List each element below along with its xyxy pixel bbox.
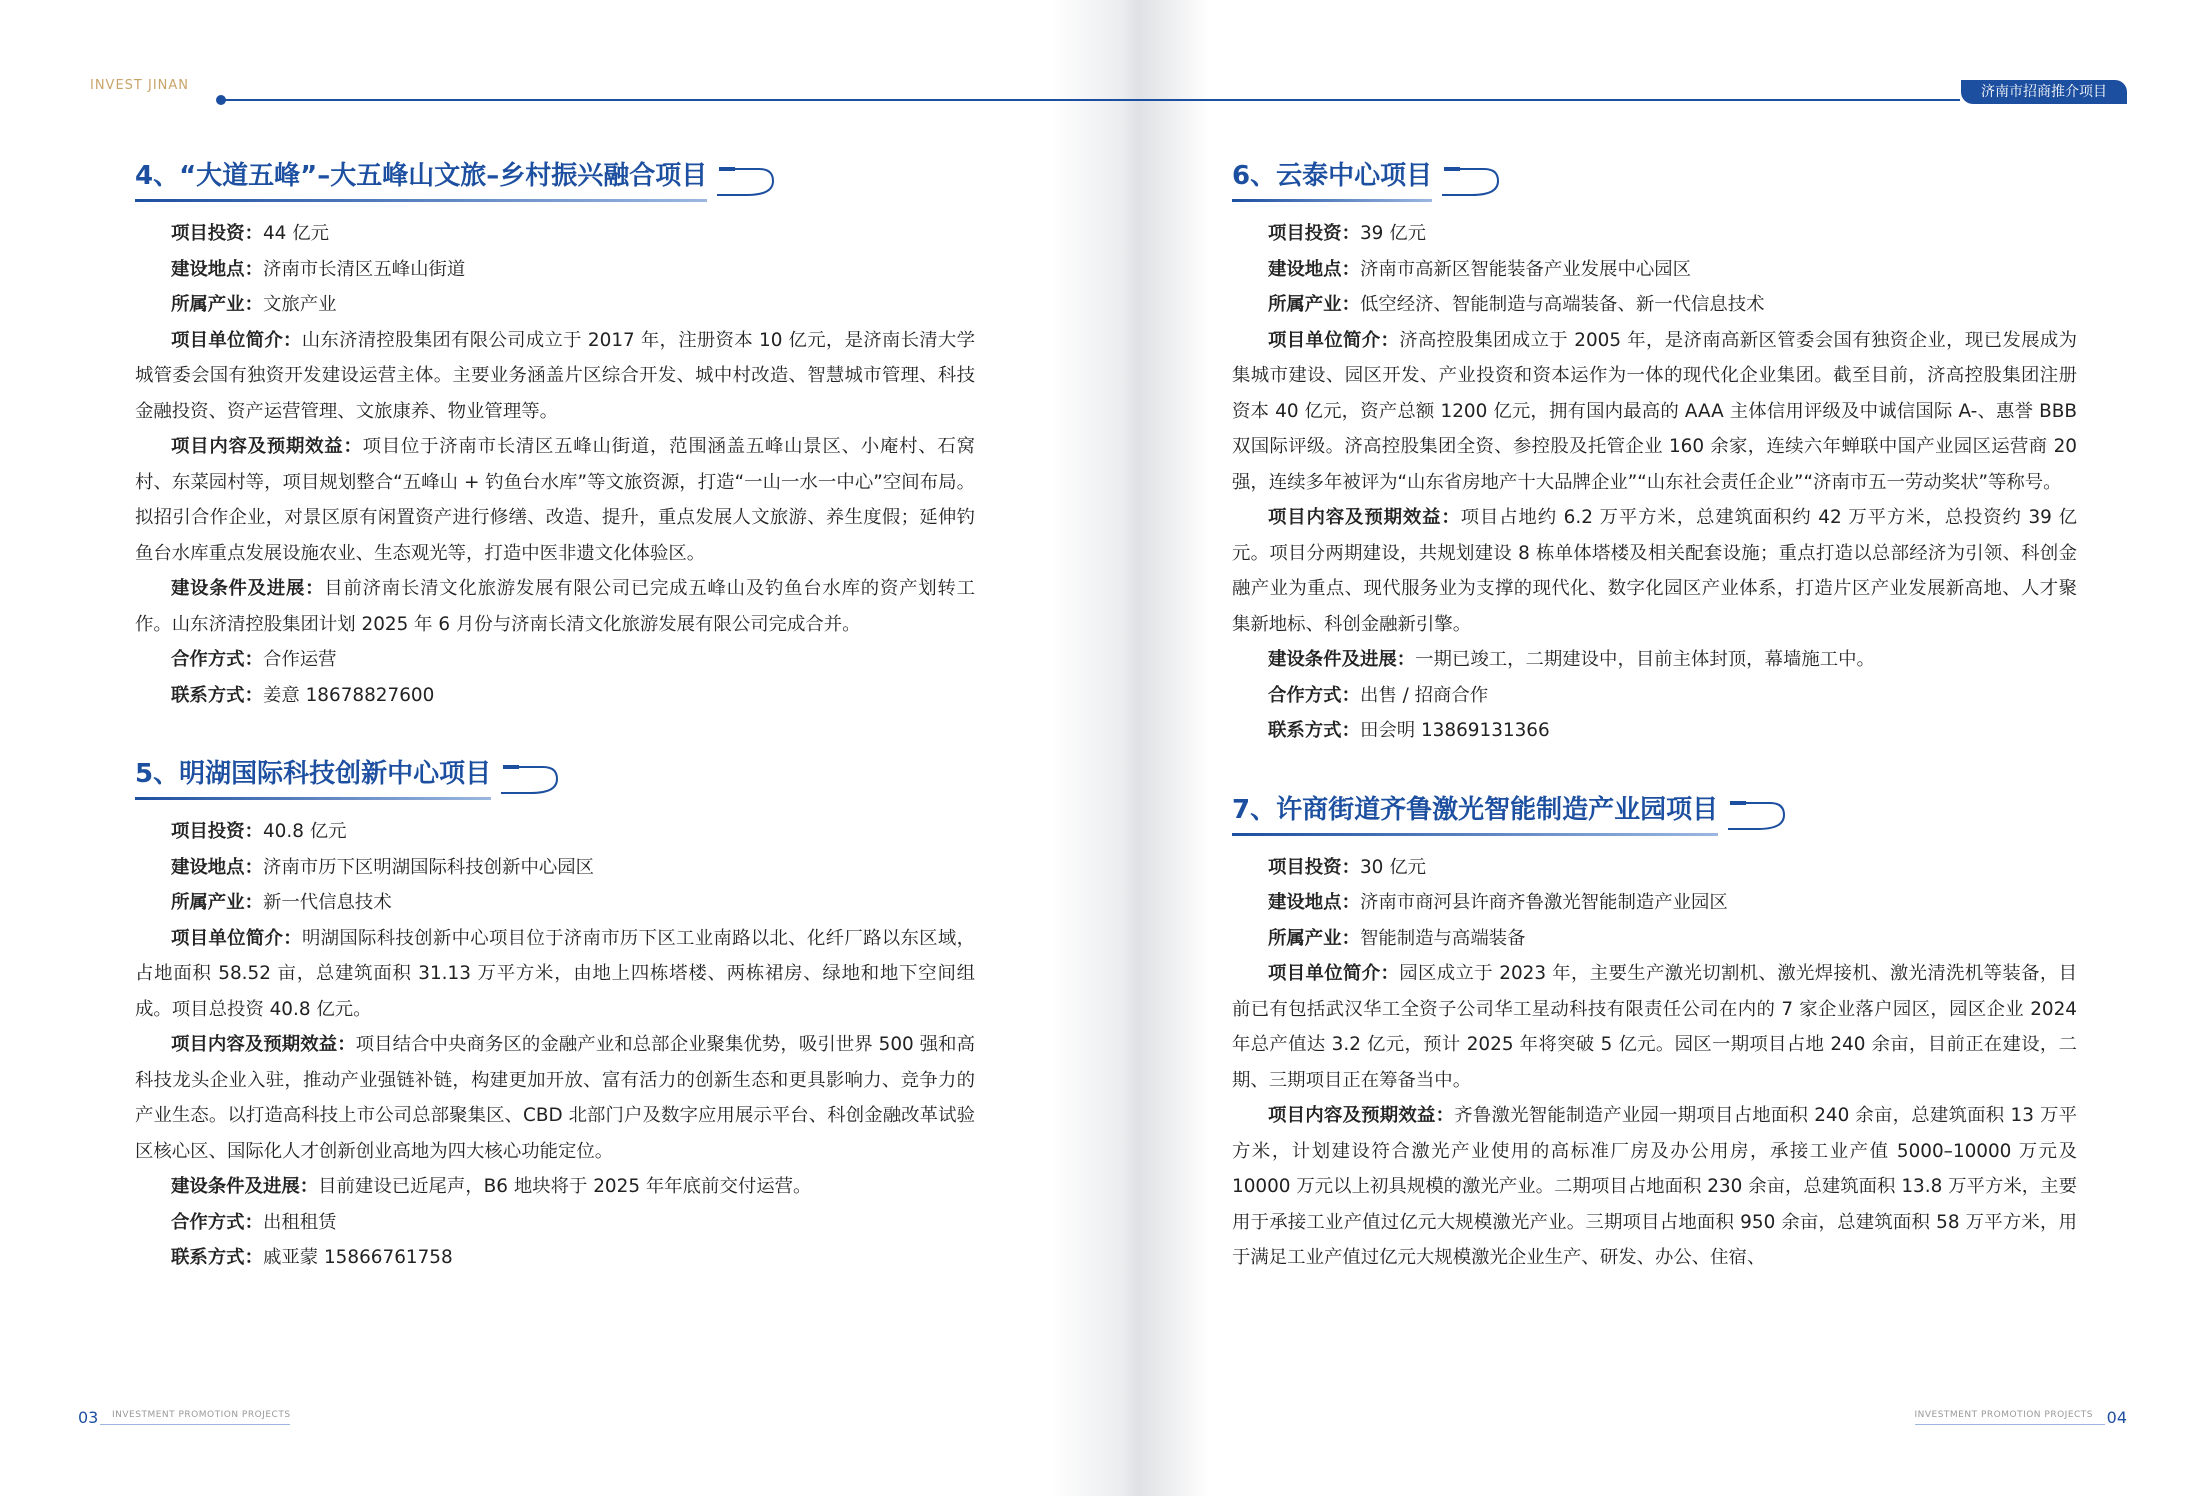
field-value: 出售 / 招商合作 [1359, 684, 1489, 706]
project-field [135, 1169, 975, 1205]
project-section [135, 753, 975, 1276]
project-title [1232, 155, 1432, 202]
field-label: 所属产业： [1268, 294, 1360, 315]
field-value: 济南市长清区五峰山街道 [262, 258, 466, 280]
field-label: 建设地点： [1268, 258, 1360, 280]
field-value: 齐鲁激光智能制造产业园一期项目占地面积 240 余亩，总建筑面积 13 万平方米，计划建设符合激光产业使用的高标准厂房及办公用房，承接工业产值 5000–10000 万元及 10000 万元以上初具规模的激光产业。二期项目占地面积 230 余亩，总建筑面积 13.8 万平方米，主要用于承接工业产值过亿元大规模激光产业。三期项目占地面积 950 余亩，总建筑面积 58 万平方米，用于满足工业产值过亿元大规模激光企业生产、研发、办公、住宿、 [1232, 1105, 2077, 1268]
project-section [1232, 155, 2077, 749]
footer-rule-right [1915, 1424, 2105, 1425]
project-field [1232, 500, 2077, 642]
project-title [1232, 789, 1718, 836]
field-label: 项目内容及预期效益： [1268, 507, 1461, 528]
field-value: 一期已竣工，二期建设中，目前主体封顶，幕墙施工中。 [1415, 649, 1875, 670]
field-label: 所属产业： [171, 294, 263, 315]
field-value: 济南市高新区智能装备产业发展中心园区 [1359, 258, 1692, 280]
project-field [135, 678, 975, 714]
field-label: 联系方式： [171, 1247, 263, 1268]
field-value: 明湖国际科技创新中心项目位于济南市历下区工业南路以北、化纤厂路以东区域，占地面积 58.52 亩，总建筑面积 31.13 万平方米，由地上四栋塔楼、两栋裙房、绿地和地下空间组成。项目总投资 40.8 亿元。 [135, 927, 975, 1020]
field-label: 合作方式： [171, 1211, 263, 1233]
footer-tag-right: INVESTMENT PROMOTION PROJECTS [1914, 1410, 2093, 1420]
footer-tag-left: INVESTMENT PROMOTION PROJECTS [112, 1410, 291, 1420]
field-label: 项目内容及预期效益： [171, 1034, 356, 1055]
project-section [1232, 789, 2077, 1276]
project-field [1232, 1098, 2077, 1276]
field-label: 项目单位简介： [171, 329, 302, 351]
field-label: 合作方式： [171, 649, 263, 670]
project-field [135, 216, 975, 252]
field-value: 项目位于济南市长清区五峰山街道，范围涵盖五峰山景区、小庵村、石窝村、东菜园村等，项目规划整合“五峰山 + 钓鱼台水库”等文旅资源，打造“一山一水一中心”空间布局。拟招引合作企业，对景区原有闲置资产进行修缮、改造、提升，重点发展人文旅游、养生度假；延伸钓鱼台水库重点发展设施农业、生态观光等，打造中医非遗文化体验区。 [135, 436, 975, 564]
field-label: 项目单位简介： [1268, 329, 1400, 351]
project-field [1232, 287, 2077, 323]
title-underline [1232, 833, 1718, 836]
project-field [135, 642, 975, 678]
field-value: 目前建设已近尾声，B6 地块将于 2025 年年底前交付运营。 [318, 1176, 812, 1197]
field-label: 建设地点： [171, 258, 263, 280]
field-label: 建设条件及进展： [1268, 649, 1416, 670]
field-label: 建设地点： [171, 856, 263, 878]
project-title-text: 6、云泰中心项目 [1232, 161, 1433, 191]
field-value: 40.8 亿元 [262, 821, 347, 842]
header-rule-dot [216, 95, 226, 105]
footer-rule-left [100, 1424, 290, 1425]
project-field [135, 814, 975, 850]
project-field [135, 1205, 975, 1241]
field-value: 姜意 18678827600 [262, 684, 435, 706]
title-underline [135, 797, 491, 800]
field-label: 建设条件及进展： [171, 578, 325, 599]
page-number-left: 03 [78, 1408, 99, 1427]
field-value: 39 亿元 [1359, 223, 1426, 244]
project-field [1232, 921, 2077, 957]
field-label: 合作方式： [1268, 684, 1360, 706]
field-value: 新一代信息技术 [262, 892, 392, 913]
project-field [1232, 252, 2077, 288]
field-value: 山东济清控股集团有限公司成立于 2017 年，注册资本 10 亿元，是济南长清大学城管委会国有独资开发建设运营主体。主要业务涵盖片区综合开发、城中村改造、智慧城市管理、科技金融投资、资产运营管理、文旅康养、物业管理等。 [135, 329, 975, 422]
project-field [1232, 216, 2077, 252]
left-content [135, 155, 975, 1316]
field-value: 济高控股集团成立于 2005 年，是济南高新区管委会国有独资企业，现已发展成为集城市建设、园区开发、产业投资和资本运作为一体的现代化企业集团。截至目前，济高控股集团注册资本 40 亿元，资产总额 1200 亿元，拥有国内最高的 AAA 主体信用评级及中诚信国际 A-、惠誉 BBB 双国际评级。济高控股集团全资、参控股及托管企业 160 余家，连续六年蝉联中国产业园区运营商 20 强，连续多年被评为“山东省房地产十大品牌企业”“山东社会责任企业”“济南市五一劳动奖状”等称号。 [1232, 329, 2077, 493]
project-field [135, 323, 975, 430]
field-value: 出租租赁 [262, 1211, 337, 1233]
project-field [135, 1027, 975, 1169]
field-label: 建设地点： [1268, 892, 1360, 913]
project-field [1232, 642, 2077, 678]
field-value: 济南市历下区明湖国际科技创新中心园区 [262, 856, 595, 878]
header-section-tab: 济南市招商推介项目 [1961, 80, 2127, 104]
project-title-text: 7、许商街道齐鲁激光智能制造产业园项目 [1232, 794, 1719, 825]
field-value: 合作运营 [262, 649, 337, 670]
field-value: 低空经济、智能制造与高端装备、新一代信息技术 [1359, 294, 1765, 315]
project-field [135, 921, 975, 1028]
field-label: 所属产业： [1268, 927, 1360, 949]
field-value: 44 亿元 [262, 223, 329, 244]
header-tag: INVEST JINAN [90, 78, 190, 93]
project-section [135, 155, 975, 713]
project-title [135, 155, 707, 202]
project-field [135, 252, 975, 288]
title-underline [1232, 199, 1432, 202]
field-value: 目前济南长清文化旅游发展有限公司已完成五峰山及钓鱼台水库的资产划转工作。山东济清控股集团计划 2025 年 6 月份与济南长清文化旅游发展有限公司完成合并。 [135, 578, 975, 635]
project-field [135, 850, 975, 886]
field-label: 建设条件及进展： [171, 1176, 319, 1197]
field-label: 所属产业： [171, 892, 263, 913]
project-field [135, 429, 975, 571]
field-label: 项目投资： [171, 821, 263, 842]
field-label: 项目单位简介： [171, 927, 302, 949]
project-field [1232, 678, 2077, 714]
field-label: 联系方式： [1268, 720, 1360, 741]
field-value: 文旅产业 [262, 294, 337, 315]
right-content [1232, 155, 2077, 1316]
field-label: 项目单位简介： [1268, 963, 1400, 984]
project-field [135, 1240, 975, 1276]
project-field [1232, 885, 2077, 921]
project-field [135, 571, 975, 642]
project-title-text: 5、明湖国际科技创新中心项目 [135, 759, 492, 789]
project-field [1232, 850, 2077, 886]
field-value: 智能制造与高端装备 [1359, 927, 1526, 949]
project-title [135, 753, 491, 800]
field-value: 田会明 13869131366 [1359, 720, 1550, 741]
project-field [1232, 323, 2077, 501]
project-title-text: 4、“大道五峰”–大五峰山文旅–乡村振兴融合项目 [135, 161, 708, 191]
book-spine-shadow [1050, 0, 1210, 1496]
project-field [1232, 713, 2077, 749]
title-swoosh-icon [717, 165, 777, 199]
field-label: 项目内容及预期效益： [1268, 1105, 1455, 1126]
field-value: 项目结合中央商务区的金融产业和总部企业聚集优势，吸引世界 500 强和高科技龙头企业入驻，推动产业强链补链，构建更加开放、富有活力的创新生态和更具影响力、竞争力的产业生态。以打造高科技上市公司总部聚集区、CBD 北部门户及数字应用展示平台、科创金融改革试验区核心区、国际化人才创新创业高地为四大核心功能定位。 [135, 1034, 975, 1162]
field-value: 园区成立于 2023 年，主要生产激光切割机、激光焊接机、激光清洗机等装备，目前已有包括武汉华工全资子公司华工星动科技有限责任公司在内的 7 家企业落户园区，园区企业 2024 年总产值达 3.2 亿元，预计 2025 年将突破 5 亿元。园区一期项目占地 240 余亩，目前正在建设，二期、三期项目正在筹备当中。 [1232, 963, 2077, 1091]
title-swoosh-icon [1442, 165, 1502, 199]
title-swoosh-icon [1728, 799, 1788, 833]
title-underline [135, 199, 707, 202]
project-field [135, 885, 975, 921]
field-label: 项目内容及预期效益： [171, 436, 363, 457]
field-label: 项目投资： [1268, 223, 1360, 244]
field-label: 项目投资： [1268, 856, 1360, 878]
field-value: 戚亚蒙 15866761758 [262, 1247, 453, 1268]
project-field [1232, 956, 2077, 1098]
title-swoosh-icon [501, 763, 561, 797]
field-label: 联系方式： [171, 684, 263, 706]
field-value: 项目占地约 6.2 万平方米，总建筑面积约 42 万平方米，总投资约 39 亿元。项目分两期建设，共规划建设 8 栋单体塔楼及相关配套设施；重点打造以总部经济为引领、科创金融产业为重点、现代服务业为支撑的现代化、数字化园区产业体系，打造片区产业发展新高地、人才聚集新地标、科创金融新引擎。 [1232, 507, 2077, 635]
field-value: 30 亿元 [1359, 856, 1426, 878]
header-rule [220, 99, 1960, 101]
field-value: 济南市商河县许商齐鲁激光智能制造产业园区 [1359, 892, 1728, 913]
field-label: 项目投资： [171, 223, 263, 244]
page-number-right: 04 [2106, 1408, 2127, 1427]
project-field [135, 287, 975, 323]
